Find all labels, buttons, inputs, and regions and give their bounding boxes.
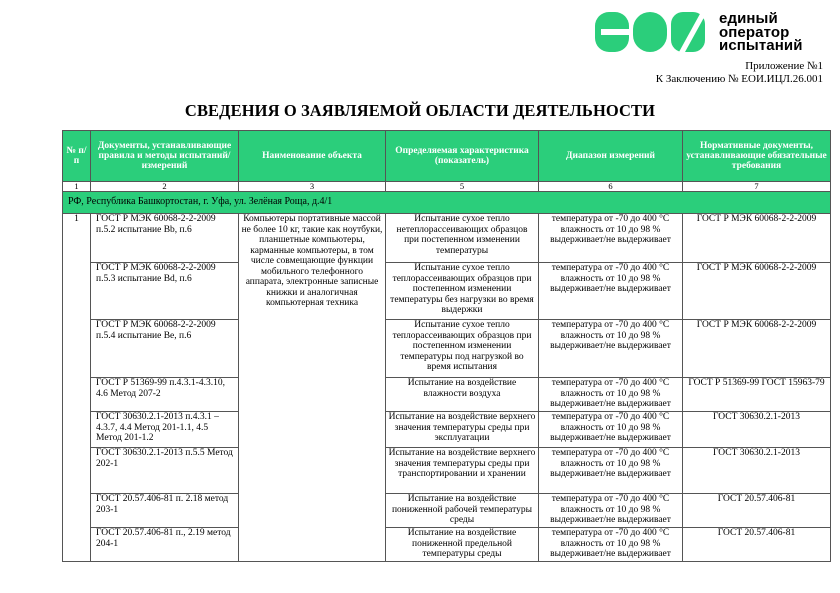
range-cell: температура от -70 до 400 °C влажность от 10 до 98 % выдерживает/не выдерживает <box>539 320 683 378</box>
table-row <box>63 448 831 494</box>
method-cell: ГОСТ 30630.2.1-2013 п.5.5 Метод 202-1 <box>91 448 239 494</box>
table-header-row <box>63 131 831 182</box>
object-name-cell: Компьютеры портативные массой не более 10 кг, такие как ноутбуки, планшетные компьютеры, карманные компьютеры, в том числе совмещающие функции мобильного телефонного аппарата, электронные записные книжки и аналогичная компьютерная техника <box>239 214 386 562</box>
table-row <box>63 528 831 562</box>
header-range: Диапазон измерений <box>539 131 683 182</box>
column-number: 7 <box>683 182 831 192</box>
header-number: № п/п <box>63 131 91 182</box>
column-number: 5 <box>386 182 539 192</box>
range-cell: температура от -70 до 400 °C влажность от 10 до 98 % выдерживает/не выдерживает <box>539 378 683 412</box>
column-number: 6 <box>539 182 683 192</box>
table-row <box>63 263 831 320</box>
table-row <box>63 320 831 378</box>
range-cell: температура от -70 до 400 °C влажность от 10 до 98 % выдерживает/не выдерживает <box>539 448 683 494</box>
requirements-cell: ГОСТ Р МЭК 60068-2-2-2009 <box>683 320 831 378</box>
item-number: 1 <box>63 214 91 562</box>
appendix-reference <box>656 60 823 85</box>
requirements-cell: ГОСТ Р 51369-99 ГОСТ 15963-79 <box>683 378 831 412</box>
table-row <box>63 494 831 528</box>
header-object: Наименование объекта <box>239 131 386 182</box>
appendix-number: Приложение №1 <box>745 60 823 72</box>
characteristic-cell: Испытание сухое тепло нетеплорассеивающих образцов при постепенном изменении температуры <box>386 214 539 263</box>
header-requirements: Нормативные документы, устанавливающие обязательные требования <box>683 131 831 182</box>
method-cell: ГОСТ 30630.2.1-2013 п.4.3.1 – 4.3.7, 4.4 Метод 201-1.1, 4.5 Метод 201-1.2 <box>91 412 239 448</box>
brand-line-2: оператор <box>719 23 790 41</box>
range-cell: температура от -70 до 400 °C влажность от 10 до 98 % выдерживает/не выдерживает <box>539 412 683 448</box>
requirements-cell: ГОСТ 20.57.406-81 <box>683 528 831 562</box>
characteristic-cell: Испытание на воздействие верхнего значения температуры среды при эксплуатации <box>386 412 539 448</box>
eoi-logo-mark <box>595 12 707 52</box>
requirements-cell: ГОСТ 30630.2.1-2013 <box>683 412 831 448</box>
characteristic-cell: Испытание на воздействие верхнего значения температуры среды при транспортировании и хранении <box>386 448 539 494</box>
location-address: РФ, Республика Башкортостан, г. Уфа, ул. Зелёная Роща, д.4/1 <box>63 192 831 214</box>
method-cell: ГОСТ Р 51369-99 п.4.3.1-4.3.10, 4.6 Метод 207-2 <box>91 378 239 412</box>
characteristic-cell: Испытание сухое тепло теплорассеивающих образцов при постепенном изменении температуры под нагрузкой во время испытания <box>386 320 539 378</box>
requirements-cell: ГОСТ 30630.2.1-2013 <box>683 448 831 494</box>
range-cell: температура от -70 до 400 °C влажность от 10 до 98 % выдерживает/не выдерживает <box>539 263 683 320</box>
range-cell: температура от -70 до 400 °C влажность от 10 до 98 % выдерживает/не выдерживает <box>539 214 683 263</box>
conclusion-reference: К Заключению № ЕОИ.ИЦЛ.26.001 <box>655 72 823 85</box>
brand-line-1: единый <box>719 10 778 27</box>
brand-logo <box>595 12 835 54</box>
column-number-row <box>63 182 831 192</box>
method-cell: ГОСТ Р МЭК 60068-2-2-2009 п.5.4 испытание Be, п.6 <box>91 320 239 378</box>
brand-line-3: испытаний <box>719 37 803 54</box>
range-cell: температура от -70 до 400 °C влажность от 10 до 98 % выдерживает/не выдерживает <box>539 528 683 562</box>
range-cell: температура от -70 до 400 °C влажность от 10 до 98 % выдерживает/не выдерживает <box>539 494 683 528</box>
method-cell: ГОСТ 20.57.406-81 п., 2.19 метод 204-1 <box>91 528 239 562</box>
requirements-cell: ГОСТ Р МЭК 60068-2-2-2009 <box>683 214 831 263</box>
column-number: 2 <box>91 182 239 192</box>
characteristic-cell: Испытание на воздействие влажности воздуха <box>386 378 539 412</box>
column-number: 1 <box>63 182 91 192</box>
method-cell: ГОСТ 20.57.406-81 п. 2.18 метод 203-1 <box>91 494 239 528</box>
location-row <box>63 192 831 214</box>
scope-table <box>62 130 831 562</box>
method-cell: ГОСТ Р МЭК 60068-2-2-2009 п.5.2 испытание Bb, п.6 <box>91 214 239 263</box>
document-title: СВЕДЕНИЯ О ЗАЯВЛЯЕМОЙ ОБЛАСТИ ДЕЯТЕЛЬНОСТИ <box>184 101 656 120</box>
table-row <box>63 214 831 263</box>
table-row <box>63 412 831 448</box>
characteristic-cell: Испытание сухое тепло теплорассеивающих образцов при постепенном изменении температуры без нагрузки во время выдержки <box>386 263 539 320</box>
requirements-cell: ГОСТ 20.57.406-81 <box>683 494 831 528</box>
requirements-cell: ГОСТ Р МЭК 60068-2-2-2009 <box>683 263 831 320</box>
table-row <box>63 378 831 412</box>
method-cell: ГОСТ Р МЭК 60068-2-2-2009 п.5.3 испытание Bd, п.6 <box>91 263 239 320</box>
header-characteristic: Определяемая характеристика (показатель) <box>386 131 539 182</box>
header-methods: Документы, устанавливающие правила и методы испытаний/измерений <box>91 131 239 182</box>
brand-name <box>719 12 835 53</box>
characteristic-cell: Испытание на воздействие пониженной рабочей температуры среды <box>386 494 539 528</box>
characteristic-cell: Испытание на воздействие пониженной предельной температуры среды <box>386 528 539 562</box>
column-number: 3 <box>239 182 386 192</box>
